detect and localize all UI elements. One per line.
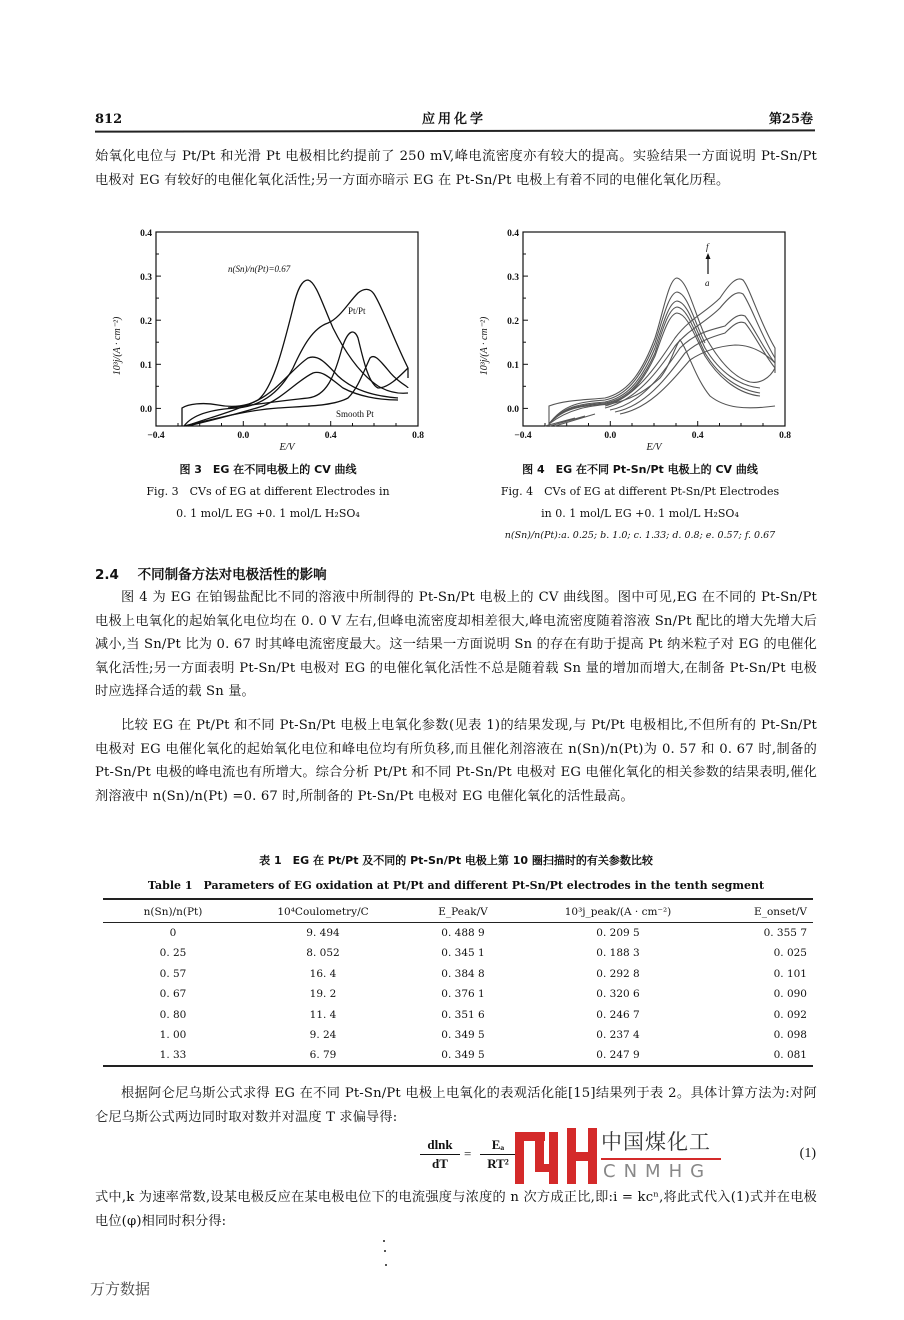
fig3-xlabel: E/V [279, 442, 295, 453]
cell: 0. 345 1 [441, 947, 485, 960]
col-coulometry: 10⁴Coulometry/C [243, 899, 403, 923]
header-rule [95, 129, 815, 132]
page-number: 812 [95, 112, 123, 127]
parameters-table [103, 898, 813, 1067]
journal-title: 应用化学 [421, 112, 486, 127]
intro-paragraph: 始氧化电位与 Pt/Pt 和光滑 Pt 电极相比约提前了 250 mV,峰电流密度亦有较大的提高。实验结果一方面说明 Pt-Sn/Pt 电极对 EG 有较好的电催化氧化活性;另一方面亦暗示 EG 在 Pt-Sn/Pt 电极上有着不同的电催化氧化历程。 [95, 149, 817, 188]
col-epeak: E_Peak/V [403, 899, 523, 923]
cell: 0. 209 5 [596, 927, 640, 939]
section-title: 不同制备方法对电极活性的影响 [137, 567, 327, 583]
figure-3-svg [108, 228, 428, 456]
after-equation-paragraph: 式中,k 为速率常数,设某电极反应在某电极电位下的电流强度与浓度的 n 次方成正比,即:i = kcⁿ,将此式代入(1)式并在电极电位(φ)相同时积分得: [95, 1190, 817, 1229]
fig3-xtick: 0.8 [412, 431, 424, 441]
table-row [103, 984, 813, 1005]
cell: 0. 351 6 [441, 1008, 485, 1021]
logo-name-zh: 中国煤化工 [601, 1130, 711, 1154]
fig4-ytick: 0.3 [507, 273, 519, 283]
fig3-ytick: 0.1 [140, 361, 152, 371]
cell: 0 [169, 927, 177, 939]
fig4-ytick: 0.0 [507, 405, 519, 415]
cell: 0. 57 [159, 967, 187, 980]
fig4-ylabel: 10³j/(A · cm⁻²) [479, 316, 490, 376]
cell: 0. 320 6 [596, 988, 640, 1001]
fig4-annotation-f: f [706, 242, 709, 252]
cell: 0. 188 3 [596, 947, 640, 960]
cell: 1. 00 [159, 1029, 187, 1042]
cell: 0. 25 [159, 947, 187, 960]
lhs-denominator: dT [432, 1156, 448, 1171]
figure-3-caption [108, 459, 428, 525]
cell: 0. 349 5 [403, 1046, 523, 1067]
equation-lhs [420, 1136, 460, 1173]
fig4-caption-zh: 图 4 EG 在不同 Pt-Sn/Pt 电极上的 CV 曲线 [522, 463, 758, 476]
equation-number: (1) [799, 1146, 816, 1161]
col-jpeak: 10³j_peak/(A · cm⁻²) [523, 899, 713, 923]
figure-3-chart [108, 228, 428, 456]
fig3-curves [182, 280, 408, 426]
cell: 0. 025 [773, 947, 807, 960]
figure-4-chart [475, 228, 795, 456]
figure-4-svg [475, 228, 795, 456]
cell: 9. 494 [306, 927, 340, 939]
cell: 1. 33 [103, 1046, 243, 1067]
table-title-en: Table 1 Parameters of EG oxidation at Pt/Pt and different Pt-Sn/Pt electrodes in the tenth segment [147, 879, 765, 892]
fig4-xtick: 0.8 [779, 431, 791, 441]
col-eonset: E_onset/V [713, 899, 813, 923]
fig3-xtick: 0.0 [237, 431, 250, 441]
table-row [103, 923, 813, 944]
table-row [103, 943, 813, 964]
fig4-curves [545, 278, 775, 426]
cell: 0. 349 5 [441, 1029, 485, 1042]
cell: 0. 081 [713, 1046, 813, 1067]
fig3-ytick: 0.0 [140, 405, 152, 415]
cell: 0. 80 [159, 1008, 187, 1021]
arrhenius-paragraph: 根据阿仑尼乌斯公式求得 EG 在不同 Pt-Sn/Pt 电极上电氧化的表观活化能[15]结果列于表 2。具体计算方法为:对阿仑尼乌斯公式两边同时取对数并对温度 T 求偏导得: [95, 1086, 817, 1125]
cell: 11. 4 [309, 1008, 337, 1021]
table-row [103, 1005, 813, 1026]
rhs-numerator: Eₐ [480, 1136, 516, 1155]
cell: 0. 101 [773, 967, 807, 980]
cell: 0. 384 8 [441, 967, 485, 980]
cell: 6. 79 [243, 1046, 403, 1067]
arrow-up-icon [706, 253, 711, 259]
fig4-xtick: 0.0 [604, 431, 617, 441]
fig3-ytick: 0.2 [140, 317, 152, 327]
table-row [103, 964, 813, 985]
footer-brand: 万方数据 [90, 1280, 151, 1298]
fig3-ylabel: 10³j/(A · cm⁻²) [112, 316, 123, 376]
cell: 0. 247 9 [523, 1046, 713, 1067]
fig4-ytick: 0.1 [507, 361, 519, 371]
fig3-caption-zh: 图 3 EG 在不同电极上的 CV 曲线 [179, 463, 357, 476]
figure-4-caption [460, 459, 820, 547]
lhs-numerator: dlnk [420, 1136, 460, 1155]
fig4-xtick: 0.4 [691, 431, 704, 441]
fig4-xtick: −0.4 [514, 431, 532, 441]
fig4-caption-en-2: in 0. 1 mol/L EG +0. 1 mol/L H₂SO₄ [541, 507, 739, 520]
fig4-ytick: 0.2 [507, 317, 519, 327]
section-paragraph-1: 图 4 为 EG 在铂锡盐配比不同的溶液中所制得的 Pt-Sn/Pt 电极上的 CV 曲线图。图中可见,EG 在不同的 Pt-Sn/Pt 电极上电氧化的起始氧化电位均在 0. 0 V 左右,但峰电流密度却相差很大,峰电流密度随着溶液 Sn/Pt 配比的增大先增大后减小,当 Sn/Pt 比为 0. 67 时其峰电流密度最大。这一结果一方面说明 Sn 的存在有助于提高 Pt 纳米粒子对 EG 的电催化氧化活性;另一方面表明 Pt-Sn/Pt 电极对 EG 的电催化氧化活性不总是随着载 Sn 量的增加而增大,在制备 Pt-Sn/Pt 电极时应选择合适的载 Sn 量。 [95, 590, 817, 699]
fig4-ytick: 0.4 [507, 229, 519, 239]
cell: 0. 292 8 [596, 967, 640, 980]
section-heading [95, 563, 327, 583]
fig4-caption-en-1: Fig. 4 CVs of EG at different Pt-Sn/Pt Electrodes [500, 485, 780, 498]
cell: 0. 355 7 [763, 927, 807, 939]
cell: 0. 246 7 [596, 1008, 640, 1021]
cell: 0. 090 [773, 988, 807, 1001]
fig3-ytick: 0.3 [140, 273, 152, 283]
watermark-logo [515, 1128, 715, 1184]
logo-name-en: CNMHG [603, 1161, 713, 1182]
table-title-zh: 表 1 EG 在 Pt/Pt 及不同的 Pt-Sn/Pt 电极上第 10 圈扫描时的有关参数比较 [259, 854, 653, 867]
running-header [95, 108, 813, 130]
cell: 9. 24 [309, 1029, 337, 1042]
cell: 8. 052 [306, 947, 340, 960]
fig3-caption-en-1: Fig. 3 CVs of EG at different Electrodes in [146, 485, 390, 498]
cell: 0. 237 4 [596, 1029, 640, 1042]
cell: 0. 092 [773, 1008, 807, 1021]
scan-specks [383, 1240, 387, 1270]
cell: 16. 4 [309, 967, 337, 980]
fig3-xtick: −0.4 [147, 431, 165, 441]
fig3-annotation: Pt/Pt [348, 306, 366, 316]
cell: 19. 2 [309, 988, 337, 1001]
fig4-legend: n(Sn)/n(Pt):a. 0.25; b. 1.0; c. 1.33; d. 0.8; e. 0.57; f. 0.67 [504, 530, 776, 541]
fig3-xtick: 0.4 [324, 431, 337, 441]
equation-rhs [480, 1136, 516, 1173]
cnmhg-logo-icon [515, 1128, 597, 1184]
section-number: 2.4 [95, 567, 119, 583]
rhs-denominator: RT² [487, 1156, 509, 1171]
table-row [103, 1025, 813, 1046]
col-ratio: n(Sn)/n(Pt) [103, 899, 243, 923]
volume-label: 第25卷 [768, 112, 813, 127]
cell: 0. 67 [159, 988, 187, 1001]
fig4-annotation-a: a [705, 278, 710, 288]
fig3-annotation: Smooth Pt [336, 409, 374, 419]
fig3-ytick: 0.4 [140, 229, 152, 239]
table-row [103, 1046, 813, 1067]
fig3-caption-en-2: 0. 1 mol/L EG +0. 1 mol/L H₂SO₄ [176, 507, 360, 520]
table-header-row [103, 899, 813, 923]
fig4-xlabel: E/V [646, 442, 662, 453]
cell: 0. 098 [773, 1029, 807, 1042]
equals-sign: = [464, 1146, 472, 1161]
fig3-annotation: n(Sn)/n(Pt)=0.67 [228, 264, 291, 274]
section-paragraph-2: 比较 EG 在 Pt/Pt 和不同 Pt-Sn/Pt 电极上电氧化参数(见表 1)的结果发现,与 Pt/Pt 电极相比,不但所有的 Pt-Sn/Pt 电极对 EG 电催化氧化的起始氧化电位和峰电位均有所负移,而且催化剂溶液在 n(Sn)/n(Pt)为 0. 57 和 0. 67 时,制备的 Pt-Sn/Pt 电极的峰电流也有所增大。综合分析 Pt/Pt 和不同 Pt-Sn/Pt 电极对 EG 电催化氧化的相关参数的结果表明,催化剂溶液中 n(Sn)/n(Pt) =0. 67 时,所制备的 Pt-Sn/Pt 电极对 EG 电催化氧化的活性最高。 [95, 718, 817, 804]
cell: 0. 488 9 [441, 927, 485, 939]
cell: 0. 376 1 [441, 988, 485, 1001]
